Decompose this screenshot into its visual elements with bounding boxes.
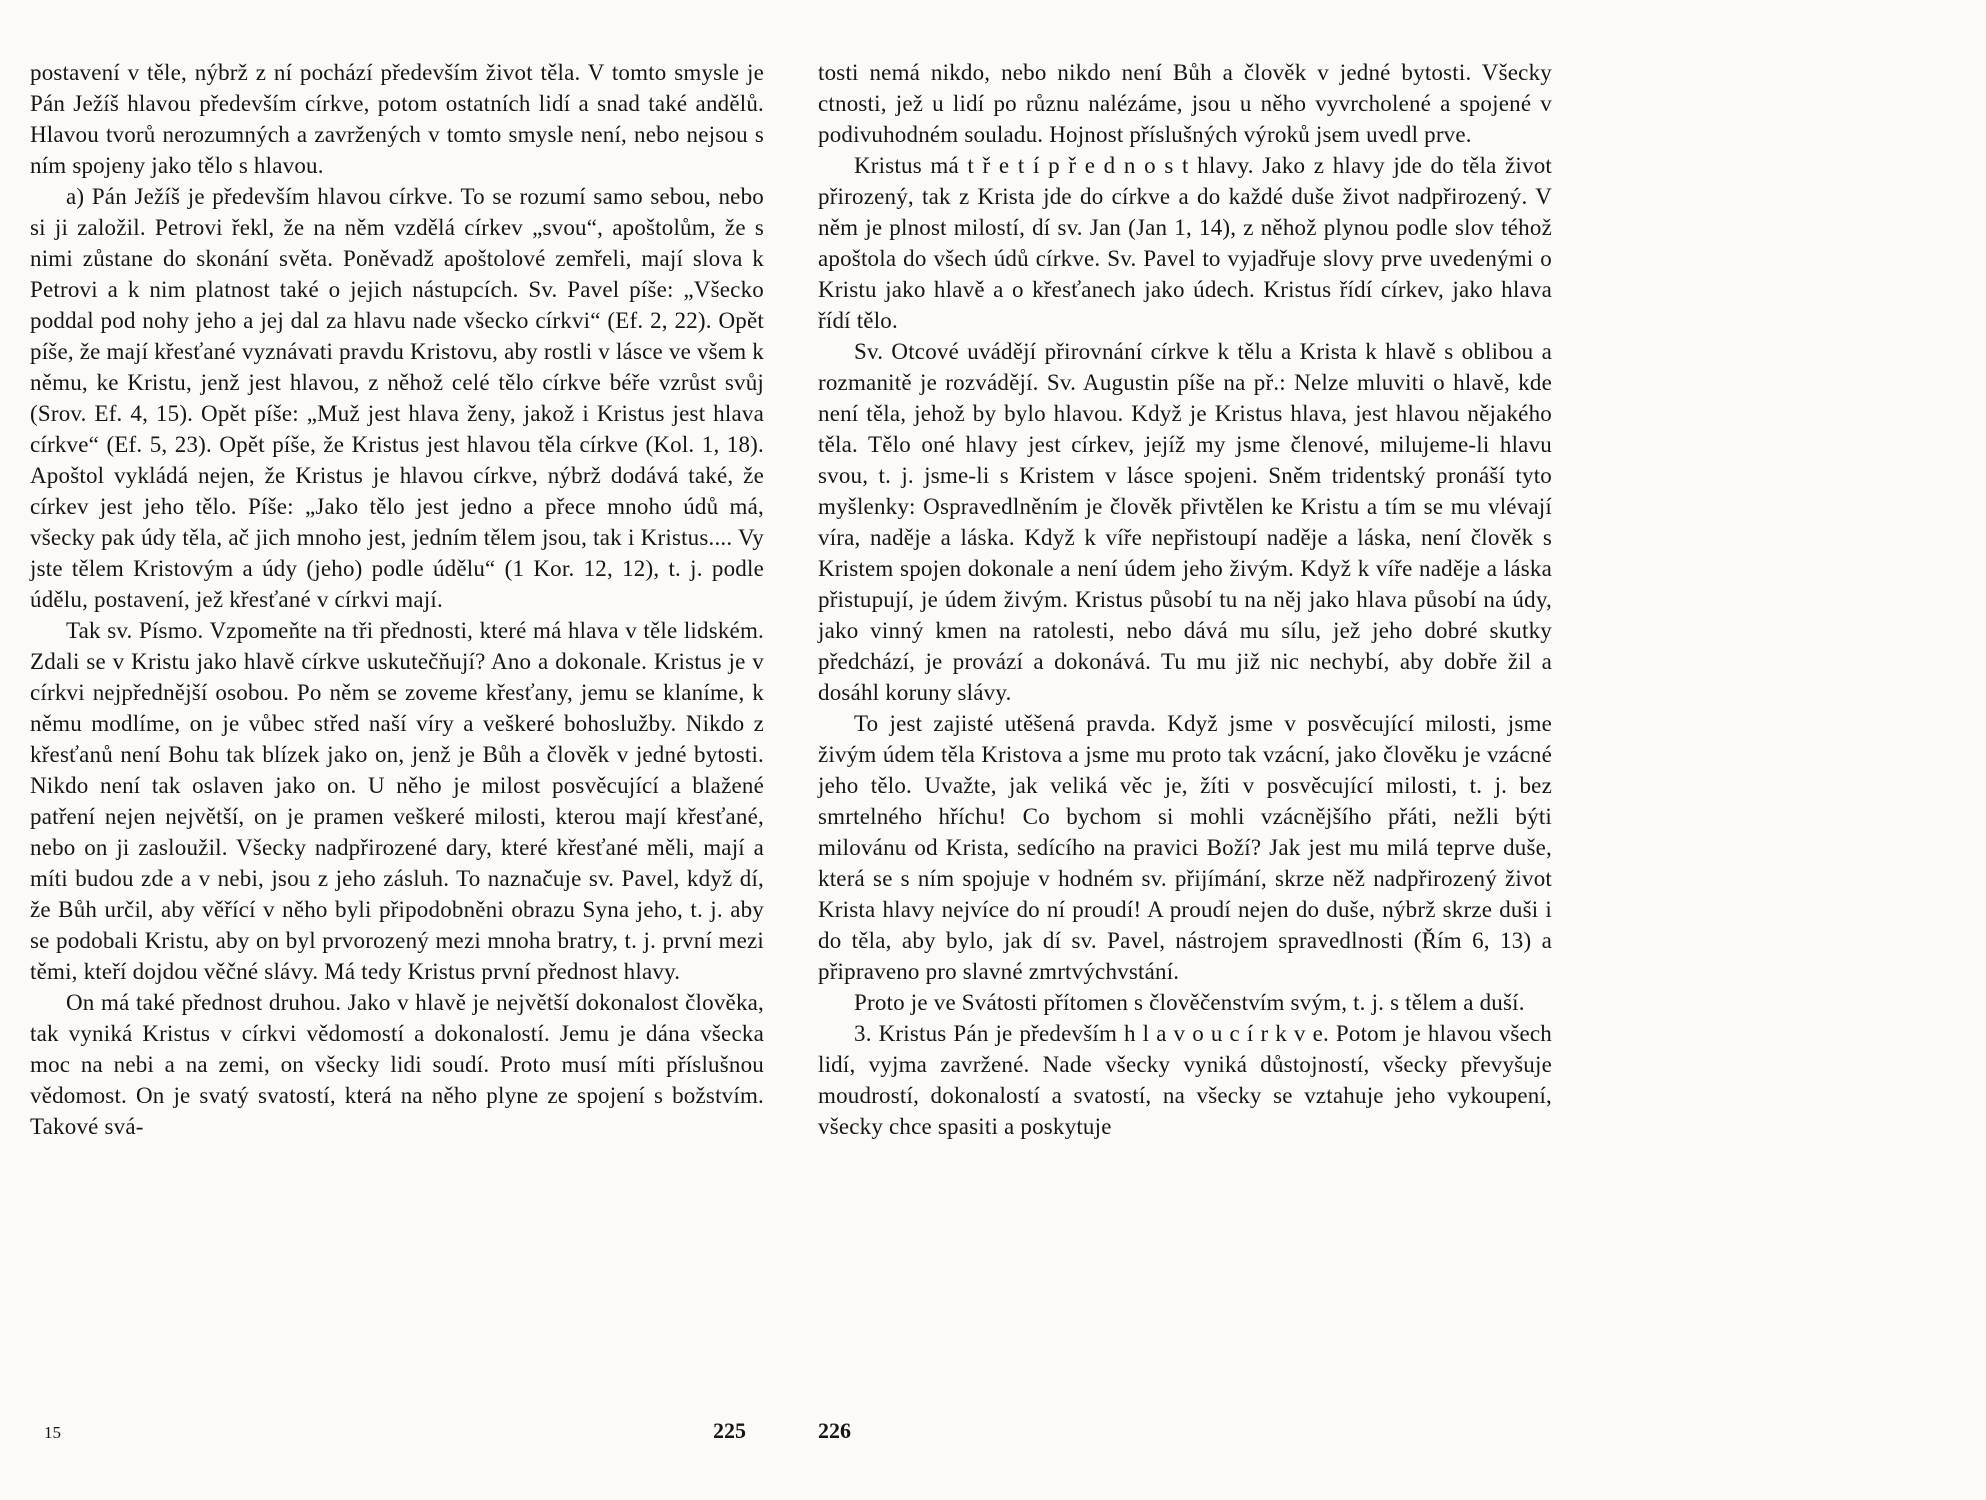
left-page-footer	[30, 1418, 764, 1444]
paragraph: To jest zajisté utěšená pravda. Když jsme v posvěcující milosti, jsme živým údem těla Kristova a jsme mu proto tak vzácní, jako člověku je vzácné jeho tělo. Uvažte, jak veliká věc je, žíti v posvěcující milosti, t. j. bez smrtelného hříchu! Co bychom si mohli vzácnějšího přáti, nežli býti milovánu od Krista, sedícího na pravici Boží? Jak jest mu milá teprve duše, která se s ním spojuje v hodném sv. přijímání, skrze něž nadpřirozený život Krista hlavy nejvíce do ní proudí! A proudí nejen do duše, nýbrž skrze duši i do těla, aby bylo, jak dí sv. Pavel, nástrojem spravedlnosti (Řím 6, 13) a připraveno pro slavné zmrtvýchvstání.	[818, 711, 1552, 984]
paragraph: a) Pán Ježíš je především hlavou církve. To se rozumí samo sebou, nebo si ji založil. Petrovi řekl, že na něm vzdělá církev „svou“, apoštolům, že s nimi zůstane do skonání světa. Poněvadž apoštolové zemřeli, mají slova k Petrovi a k nim platnost také o jejich nástupcích. Sv. Pavel píše: „Všecko poddal pod nohy jeho a jej dal za hlavu nade všecko církvi“ (Ef. 2, 22). Opět píše, že mají křesťané vyznávati pravdu Kristovu, aby rostli v lásce ve všem k němu, ke Kristu, jenž jest hlavou, z něhož celé tělo církve béře vzrůst svůj (Srov. Ef. 4, 15). Opět píše: „Muž jest hlava ženy, jakož i Kristus jest hlava církve“ (Ef. 5, 23). Opět píše, že Kristus jest hlavou těla církve (Kol. 1, 18). Apoštol vykládá nejen, že Kristus je hlavou církve, nýbrž dodává také, že církev jest jeho tělo. Píše: „Jako tělo jest jedno a přece mnoho údů má, všecky pak údy těla, ač jich mnoho jest, jedním tělem jsou, tak i Kristus.... Vy jste tělem Kristovým a údy (jeho) podle údělu“ (1 Kor. 12, 12), t. j. podle údělu, postavení, jež křesťané v církvi mají.	[30, 184, 764, 612]
page-number-left: 225	[713, 1418, 746, 1443]
paragraph: On má také přednost druhou. Jako v hlavě je největší dokonalost člověka, tak vyniká Kristus v církvi vědomostí a dokonalostí. Jemu je dána všecka moc na nebi a na zemi, on všecky lidi soudí. Proto musí míti příslušnou vědomost. On je svatý svatostí, která na něho plyne ze spojení s božstvím. Takové svá-	[30, 990, 764, 1139]
paragraph: Tak sv. Písmo. Vzpomeňte na tři přednosti, které má hlava v těle lidském. Zdali se v Kristu jako hlavě církve uskutečňují? Ano a dokonale. Kristus je v církvi nejpřednější osobou. Po něm se zoveme křesťany, jemu se klaníme, k němu modlíme, on je vůbec střed naší víry a veškeré bohoslužby. Nikdo z křesťanů není Bohu tak blízek jako on, jenž je Bůh a člověk v jedné bytosti. Nikdo není tak oslaven jako on. U něho je milost posvěcující a blažené patření nejen největší, on je pramen veškeré milosti, kterou mají křesťané, nebo on ji zasloužil. Všecky nadpřirozené dary, které křesťané měli, mají a míti budou zde a v nebi, jsou z jeho zásluh. To naznačuje sv. Pavel, když dí, že Bůh určil, aby věřící v něho byli připodobněni obrazu Syna jeho, t. j. aby se podobali Kristu, aby on byl prvorozený mezi mnoha bratry, t. j. první mezi těmi, kteří dojdou věčné slávy. Má tedy Kristus první přednost hlavy.	[30, 618, 764, 984]
page-number-right: 226	[818, 1418, 851, 1443]
left-page-text-column	[30, 57, 764, 1142]
paragraph: tosti nemá nikdo, nebo nikdo není Bůh a člověk v jedné bytosti. Všecky ctnosti, jež u lidí po různu nalézáme, jsou u něho vyvrcholené a spojené v podivuhodném souladu. Hojnost příslušných výroků jsem uvedl prve.	[818, 60, 1552, 147]
paragraph: Kristus má t ř e t í p ř e d n o s t hlavy. Jako z hlavy jde do těla život přirozený, tak z Krista jde do církve a do každé duše život nadpřirozený. V něm je plnost milostí, dí sv. Jan (Jan 1, 14), z něhož plynou podle slov téhož apoštola do všech údů církve. Sv. Pavel to vyjadřuje slovy prve uvedenými o Kristu jako hlavě a o křesťanech jako údech. Kristus řídí církev, jako hlava řídí tělo.	[818, 153, 1552, 333]
paragraph: 3. Kristus Pán je především h l a v o u c í r k v e. Potom je hlavou všech lidí, vyjma zavržené. Nade všecky vyniká důstojností, všecky převyšuje moudrostí, dokonalostí a svatostí, na všecky se vztahuje jeho vykoupení, všecky chce spasiti a poskytuje	[818, 1021, 1552, 1139]
paragraph: Proto je ve Svátosti přítomen s člověčenstvím svým, t. j. s tělem a duší.	[854, 990, 1525, 1015]
paragraph: Sv. Otcové uvádějí přirovnání církve k tělu a Krista k hlavě s oblibou a rozmanitě je rozvádějí. Sv. Augustin píše na př.: Nelze mluviti o hlavě, kde není těla, jehož by bylo hlavou. Když je Kristus hlava, jest hlavou nějakého těla. Tělo oné hlavy jest církev, jejíž my jsme členové, milujeme-li hlavu svou, t. j. jsme-li s Kristem v lásce spojeni. Sněm tridentský pronáší tyto myšlenky: Ospravedlněním je člověk přivtělen ke Kristu a tím se mu vlévají víra, naděje a láska. Když k víře nepřistoupí naděje a láska, není člověk s Kristem spojen dokonale a není údem jeho živým. Když k víře naděje a láska přistupují, je údem živým. Kristus působí tu na něj jako hlava působí na údy, jako vinný kmen na ratolesti, nebo dává mu sílu, jež jeho dobré skutky předchází, je provází a dokonává. Tu mu již nic nechybí, aby dobře žil a dosáhl koruny slávy.	[818, 339, 1552, 705]
right-page-text-column	[818, 57, 1552, 1142]
print-sheet-number: 15	[44, 1423, 61, 1442]
right-page-footer	[818, 1418, 1552, 1444]
paragraph: postavení v těle, nýbrž z ní pochází především život těla. V tomto smysle je Pán Ježíš hlavou především církve, potom ostatních lidí a snad také andělů. Hlavou tvorů nerozumných a zavržených v tomto smysle není, nebo nejsou s ním spojeny jako tělo s hlavou.	[30, 60, 764, 178]
